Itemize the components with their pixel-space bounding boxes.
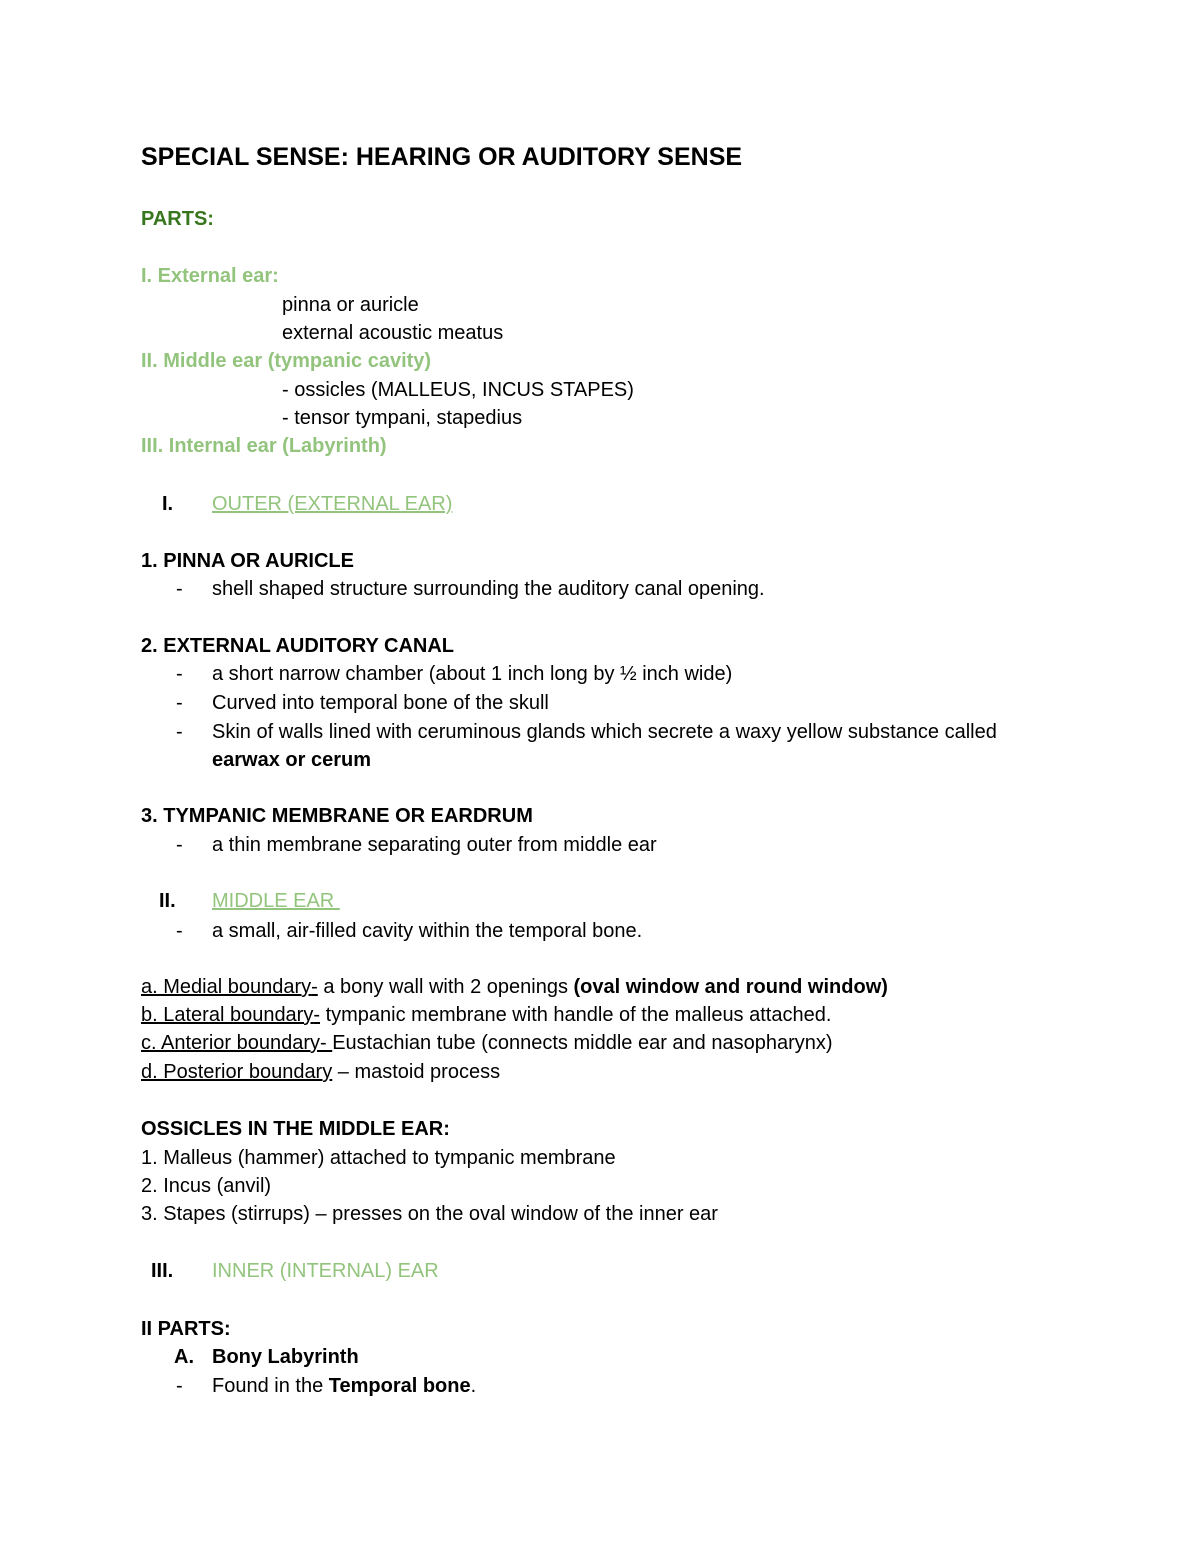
boundary-lateral (141, 1003, 831, 1027)
boundary-medial (141, 975, 888, 999)
parts-heading: PARTS: (141, 208, 214, 230)
bullet-dash: - (176, 663, 183, 685)
boundary-text: Eustachian tube (connects middle ear and nasopharynx) (332, 1032, 833, 1054)
bullet-text: shell shaped structure surrounding the auditory canal opening. (212, 578, 765, 600)
section-number: III. (151, 1260, 174, 1282)
boundary-label: d. Posterior boundary (141, 1061, 333, 1083)
subheading-ossicles: OSSICLES IN THE MIDDLE EAR: (141, 1118, 450, 1140)
boundary-posterior (141, 1060, 500, 1084)
bullet-text (212, 1374, 476, 1398)
subheading-tympanic: 3. TYMPANIC MEMBRANE OR EARDRUM (141, 805, 533, 827)
list-item: 2. Incus (anvil) (141, 1175, 272, 1197)
outline-middle-item: - tensor tympani, stapedius (282, 407, 523, 429)
section-number: I. (162, 493, 174, 515)
boundary-dash: - (311, 976, 318, 998)
bullet-text: Curved into temporal bone of the skull (212, 692, 549, 714)
outline-middle-label: II. Middle ear (tympanic cavity) (141, 350, 432, 372)
page-title: SPECIAL SENSE: HEARING OR AUDITORY SENSE (141, 143, 743, 171)
section-number: II. (159, 890, 176, 912)
bullet-text: Skin of walls lined with ceruminous glands which secrete a waxy yellow substance called (212, 721, 997, 743)
found-bold: Temporal bone (328, 1375, 471, 1397)
list-item: 1. Malleus (hammer) attached to tympanic membrane (141, 1147, 616, 1169)
found-suffix: . (470, 1375, 477, 1397)
boundary-anterior (141, 1031, 833, 1055)
found-prefix: Found in the (212, 1375, 329, 1397)
boundary-label: b. Lateral boundary (141, 1004, 314, 1026)
bullet-text: a thin membrane separating outer from middle ear (212, 834, 657, 856)
bullet-dash: - (176, 578, 183, 600)
subheading-canal: 2. EXTERNAL AUDITORY CANAL (141, 635, 454, 657)
list-item: 3. Stapes (stirrups) – presses on the oval window of the inner ear (141, 1203, 718, 1225)
boundary-label: a. Medial boundary (141, 976, 312, 998)
boundary-label: c. Anterior boundary- (141, 1032, 333, 1054)
outline-external-item: pinna or auricle (282, 294, 419, 316)
boundary-text: tympanic membrane with handle of the malleus attached. (320, 1004, 832, 1026)
subheading-pinna: 1. PINNA OR AURICLE (141, 550, 354, 572)
bullet-dash: - (176, 1375, 183, 1397)
bullet-dash: - (176, 920, 183, 942)
subheading-ii-parts: II PARTS: (141, 1318, 231, 1340)
section-title-outer-ear: OUTER (EXTERNAL EAR) (212, 493, 453, 515)
boundary-text: a bony wall with 2 openings (317, 976, 574, 998)
bullet-text-bold: earwax or cerum (212, 749, 371, 771)
outline-external-item: external acoustic meatus (282, 322, 504, 344)
boundary-text: – mastoid process (332, 1061, 501, 1083)
outline-internal-label: III. Internal ear (Labyrinth) (141, 435, 387, 457)
boundary-dash: - (313, 1004, 321, 1026)
section-title-middle-ear: MIDDLE EAR (212, 890, 340, 912)
list-letter: A. (174, 1346, 194, 1368)
boundary-bold: (oval window and round window) (573, 976, 888, 998)
list-item-bony-labyrinth: Bony Labyrinth (212, 1346, 359, 1368)
outline-external-label: I. External ear: (141, 265, 279, 287)
bullet-dash: - (176, 692, 183, 714)
bullet-dash: - (176, 834, 183, 856)
section-title-inner-ear: INNER (INTERNAL) EAR (212, 1260, 439, 1282)
bullet-text: a small, air-filled cavity within the temporal bone. (212, 920, 643, 942)
bullet-text: a short narrow chamber (about 1 inch long by ½ inch wide) (212, 663, 733, 685)
outline-middle-item: - ossicles (MALLEUS, INCUS STAPES) (282, 379, 634, 401)
bullet-dash: - (176, 721, 183, 743)
